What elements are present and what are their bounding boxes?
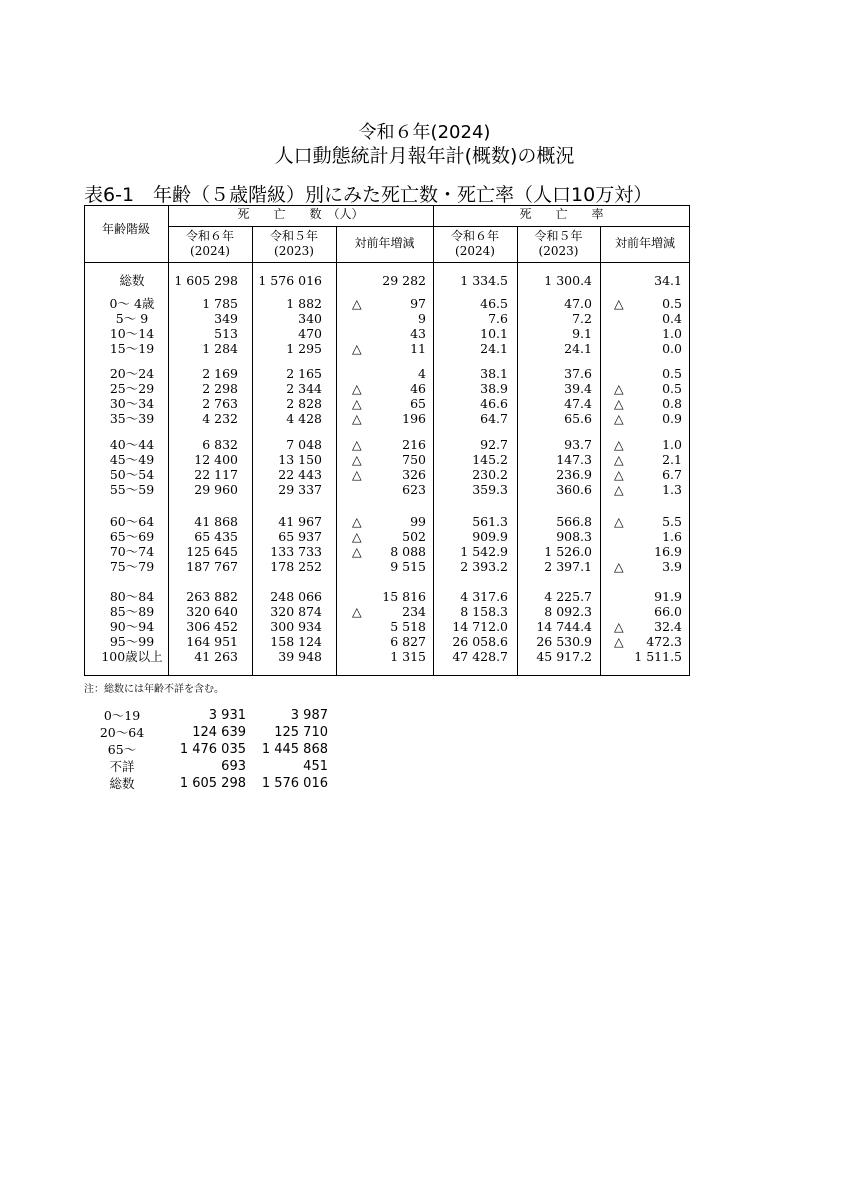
age-label: 40～44 — [109, 437, 155, 452]
summary-label: 総数 — [109, 776, 135, 791]
deaths-change-sign: △ — [352, 381, 362, 396]
age-label: 80～84 — [109, 589, 155, 604]
summary-2023: 125 710 — [274, 725, 328, 740]
header-age: 年齢階級 — [101, 222, 150, 236]
summary-2024: 124 639 — [192, 725, 246, 740]
summary-2024: 1 605 298 — [179, 776, 246, 791]
age-label: 95～99 — [109, 634, 155, 649]
age-label: 30～34 — [109, 396, 155, 411]
deaths-change-sign: △ — [352, 396, 362, 411]
table-row — [84, 296, 690, 311]
table-row — [84, 381, 690, 396]
rate-change-sign: △ — [614, 296, 624, 311]
table-row — [84, 619, 690, 634]
rate-2024: 38.1 — [480, 366, 508, 381]
age-label: 15～19 — [109, 341, 155, 356]
deaths-2024: 1 284 — [202, 341, 238, 356]
rate-2024: 24.1 — [480, 341, 508, 356]
header-rate-r6: 令和６年 (2024) — [450, 229, 499, 258]
age-label: 100歳以上 — [101, 649, 163, 664]
deaths-2024: 349 — [214, 311, 238, 326]
summary-2023: 1 445 868 — [261, 742, 328, 757]
report-year-title: 令和６年(2024) — [358, 122, 491, 143]
deaths-change: 43 — [410, 326, 426, 341]
rate-2023: 147.3 — [556, 452, 592, 467]
deaths-2024: 12 400 — [194, 452, 238, 467]
table-row — [84, 311, 690, 326]
deaths-2024: 164 951 — [186, 634, 238, 649]
rate-2024: 47 428.7 — [452, 649, 508, 664]
rate-change: 1.0 — [662, 437, 682, 452]
summary-2023: 1 576 016 — [261, 776, 328, 791]
deaths-change-sign: △ — [352, 467, 362, 482]
table-row — [84, 273, 690, 288]
deaths-2023: 2 344 — [286, 381, 322, 396]
rate-2023: 236.9 — [556, 467, 592, 482]
rate-change: 5.5 — [662, 514, 682, 529]
age-label: 25～29 — [109, 381, 155, 396]
rate-change-sign: △ — [614, 467, 624, 482]
rate-change-sign: △ — [614, 634, 624, 649]
rate-change: 0.8 — [662, 396, 682, 411]
summary-2024: 3 931 — [208, 708, 246, 723]
table-row — [84, 326, 690, 341]
deaths-2023: 158 124 — [270, 634, 322, 649]
deaths-change: 6 827 — [390, 634, 426, 649]
table-row — [84, 559, 690, 574]
rate-2023: 47.0 — [564, 296, 592, 311]
rate-2023: 7.2 — [572, 311, 592, 326]
rate-2023: 37.6 — [564, 366, 592, 381]
header-deaths-change: 対前年増減 — [354, 236, 415, 250]
deaths-2024: 187 767 — [186, 559, 238, 574]
deaths-2024: 4 232 — [202, 411, 238, 426]
rate-2024: 4 317.6 — [460, 589, 508, 604]
rate-2024: 92.7 — [480, 437, 508, 452]
rate-change: 0.5 — [662, 296, 682, 311]
header-rule — [168, 226, 690, 227]
rate-2023: 24.1 — [564, 341, 592, 356]
table-row — [84, 437, 690, 452]
header-rate-r5: 令和５年 (2023) — [534, 229, 583, 258]
header-rule — [84, 262, 690, 263]
header-rate-change: 対前年増減 — [614, 236, 675, 250]
deaths-change-sign: △ — [352, 529, 362, 544]
age-label: 90～94 — [109, 619, 155, 634]
deaths-change-sign: △ — [352, 514, 362, 529]
deaths-2024: 65 435 — [194, 529, 238, 544]
deaths-change-sign: △ — [352, 604, 362, 619]
deaths-change-sign: △ — [352, 296, 362, 311]
rate-2024: 7.6 — [488, 311, 508, 326]
deaths-2024: 320 640 — [186, 604, 238, 619]
age-label: 55～59 — [109, 482, 155, 497]
rate-change: 1.3 — [662, 482, 682, 497]
deaths-2023: 22 443 — [278, 467, 322, 482]
rate-change-sign: △ — [614, 482, 624, 497]
summary-2023: 3 987 — [290, 708, 328, 723]
deaths-change: 11 — [410, 341, 426, 356]
rate-change: 2.1 — [662, 452, 682, 467]
deaths-2023: 133 733 — [270, 544, 322, 559]
rate-change-sign: △ — [614, 381, 624, 396]
deaths-2023: 248 066 — [270, 589, 322, 604]
age-label: 総数 — [119, 273, 145, 288]
rate-change: 34.1 — [654, 273, 682, 288]
deaths-2024: 6 832 — [202, 437, 238, 452]
rate-change: 0.0 — [662, 341, 682, 356]
header-deaths-r6: 令和６年 (2024) — [185, 229, 234, 258]
summary-label: 20～64 — [99, 725, 145, 740]
table-row — [84, 589, 690, 604]
rate-2023: 26 530.9 — [536, 634, 592, 649]
table-row — [84, 604, 690, 619]
deaths-2023: 178 252 — [270, 559, 322, 574]
rate-2024: 909.9 — [472, 529, 508, 544]
deaths-2024: 1 605 298 — [174, 273, 238, 288]
deaths-change-sign: △ — [352, 411, 362, 426]
table-row — [84, 514, 690, 529]
rate-change-sign: △ — [614, 452, 624, 467]
table-row — [84, 649, 690, 664]
summary-row — [84, 725, 344, 741]
header-deaths-r5: 令和５年 (2023) — [269, 229, 318, 258]
rate-2024: 561.3 — [472, 514, 508, 529]
summary-label: 65～ — [107, 742, 137, 757]
age-label: 20～24 — [109, 366, 155, 381]
header-rate-group: 死 亡 率 — [519, 207, 604, 221]
rate-change: 6.7 — [662, 467, 682, 482]
summary-2024: 1 476 035 — [179, 742, 246, 757]
deaths-2023: 65 937 — [278, 529, 322, 544]
rate-change: 1 511.5 — [634, 649, 682, 664]
age-label: 5～ 9 — [115, 311, 149, 326]
deaths-2023: 2 828 — [286, 396, 322, 411]
table-note: 注：総数には年齢不詳を含む。 — [84, 684, 224, 695]
deaths-change: 46 — [410, 381, 426, 396]
rate-2024: 38.9 — [480, 381, 508, 396]
summary-2024: 693 — [221, 759, 246, 774]
deaths-2024: 263 882 — [186, 589, 238, 604]
deaths-2023: 7 048 — [286, 437, 322, 452]
rate-2024: 1 334.5 — [460, 273, 508, 288]
deaths-2024: 513 — [214, 326, 238, 341]
age-label: 85～89 — [109, 604, 155, 619]
rate-2023: 1 526.0 — [544, 544, 592, 559]
deaths-change: 9 515 — [390, 559, 426, 574]
rate-2024: 64.7 — [480, 411, 508, 426]
rate-2023: 47.4 — [564, 396, 592, 411]
deaths-change: 4 — [418, 366, 426, 381]
rate-2024: 8 158.3 — [460, 604, 508, 619]
rate-2023: 93.7 — [564, 437, 592, 452]
deaths-2023: 41 967 — [278, 514, 322, 529]
rate-change: 0.5 — [662, 381, 682, 396]
summary-row — [84, 742, 344, 758]
deaths-2024: 41 868 — [194, 514, 238, 529]
deaths-change: 15 816 — [382, 589, 426, 604]
rate-2023: 4 225.7 — [544, 589, 592, 604]
age-label: 45～49 — [109, 452, 155, 467]
deaths-change: 623 — [402, 482, 426, 497]
deaths-2024: 2 298 — [202, 381, 238, 396]
rate-2023: 45 917.2 — [536, 649, 592, 664]
deaths-change: 99 — [410, 514, 426, 529]
rate-2023: 1 300.4 — [544, 273, 592, 288]
deaths-2024: 29 960 — [194, 482, 238, 497]
deaths-change: 196 — [402, 411, 426, 426]
deaths-change-sign: △ — [352, 452, 362, 467]
deaths-change-sign: △ — [352, 341, 362, 356]
rate-2023: 39.4 — [564, 381, 592, 396]
header-deaths-group: 死 亡 数 （人） — [237, 207, 364, 221]
deaths-change: 502 — [402, 529, 426, 544]
rate-2023: 65.6 — [564, 411, 592, 426]
rate-2024: 26 058.6 — [452, 634, 508, 649]
deaths-2024: 125 645 — [186, 544, 238, 559]
rate-change-sign: △ — [614, 514, 624, 529]
deaths-change: 5 518 — [390, 619, 426, 634]
summary-row — [84, 708, 344, 724]
summary-row — [84, 776, 344, 792]
deaths-2023: 1 576 016 — [258, 273, 322, 288]
table-row — [84, 529, 690, 544]
age-label: 0～ 4歳 — [109, 296, 155, 311]
rate-2023: 14 744.4 — [536, 619, 592, 634]
rate-2023: 908.3 — [556, 529, 592, 544]
deaths-change-sign: △ — [352, 544, 362, 559]
rate-2024: 230.2 — [472, 467, 508, 482]
deaths-2023: 2 165 — [286, 366, 322, 381]
deaths-2023: 320 874 — [270, 604, 322, 619]
deaths-change: 9 — [418, 311, 426, 326]
deaths-change: 326 — [402, 467, 426, 482]
rate-change: 32.4 — [654, 619, 682, 634]
deaths-change: 8 088 — [390, 544, 426, 559]
deaths-2024: 22 117 — [194, 467, 238, 482]
rate-2023: 566.8 — [556, 514, 592, 529]
table-row — [84, 366, 690, 381]
deaths-2023: 1 882 — [286, 296, 322, 311]
table-row — [84, 341, 690, 356]
deaths-change-sign: △ — [352, 437, 362, 452]
deaths-2023: 39 948 — [278, 649, 322, 664]
deaths-2023: 300 934 — [270, 619, 322, 634]
rate-2024: 359.3 — [472, 482, 508, 497]
summary-row — [84, 759, 344, 775]
rate-2024: 46.6 — [480, 396, 508, 411]
rate-change-sign: △ — [614, 559, 624, 574]
age-label: 50～54 — [109, 467, 155, 482]
table-row — [84, 467, 690, 482]
rate-2023: 360.6 — [556, 482, 592, 497]
table-row — [84, 544, 690, 559]
age-label: 70～74 — [109, 544, 155, 559]
deaths-2023: 29 337 — [278, 482, 322, 497]
rate-change: 0.4 — [662, 311, 682, 326]
rate-change-sign: △ — [614, 437, 624, 452]
rate-change: 472.3 — [646, 634, 682, 649]
deaths-2023: 340 — [298, 311, 322, 326]
rate-2024: 10.1 — [480, 326, 508, 341]
deaths-2023: 1 295 — [286, 341, 322, 356]
table-row — [84, 452, 690, 467]
rate-change: 66.0 — [654, 604, 682, 619]
deaths-2024: 41 263 — [194, 649, 238, 664]
rate-2023: 8 092.3 — [544, 604, 592, 619]
deaths-change: 29 282 — [382, 273, 426, 288]
deaths-2024: 2 169 — [202, 366, 238, 381]
summary-label: 0～19 — [103, 708, 141, 723]
age-label: 10～14 — [109, 326, 155, 341]
table-row — [84, 634, 690, 649]
table-row — [84, 482, 690, 497]
deaths-change: 234 — [402, 604, 426, 619]
deaths-change: 97 — [410, 296, 426, 311]
rate-change: 3.9 — [662, 559, 682, 574]
age-label: 60～64 — [109, 514, 155, 529]
summary-2023: 451 — [303, 759, 328, 774]
table-row — [84, 411, 690, 426]
deaths-2023: 13 150 — [278, 452, 322, 467]
report-title: 人口動態統計月報年計(概数)の概況 — [274, 145, 575, 167]
deaths-2023: 470 — [298, 326, 322, 341]
rate-change: 0.5 — [662, 366, 682, 381]
rate-change-sign: △ — [614, 619, 624, 634]
deaths-2024: 306 452 — [186, 619, 238, 634]
deaths-2024: 2 763 — [202, 396, 238, 411]
summary-label: 不詳 — [109, 759, 135, 774]
rate-change: 1.6 — [662, 529, 682, 544]
deaths-2023: 4 428 — [286, 411, 322, 426]
rate-2023: 2 397.1 — [544, 559, 592, 574]
rate-2024: 46.5 — [480, 296, 508, 311]
deaths-change: 65 — [410, 396, 426, 411]
table-row — [84, 396, 690, 411]
deaths-change: 1 315 — [390, 649, 426, 664]
rate-change: 0.9 — [662, 411, 682, 426]
rate-change: 16.9 — [654, 544, 682, 559]
deaths-2024: 1 785 — [202, 296, 238, 311]
rate-2024: 2 393.2 — [460, 559, 508, 574]
rate-change: 91.9 — [654, 589, 682, 604]
rate-2024: 14 712.0 — [452, 619, 508, 634]
age-label: 65～69 — [109, 529, 155, 544]
rate-change-sign: △ — [614, 396, 624, 411]
rate-2023: 9.1 — [572, 326, 592, 341]
deaths-change: 216 — [402, 437, 426, 452]
table-title: 表6-1 年齢（５歳階級）別にみた死亡数・死亡率（人口10万対） — [84, 184, 653, 206]
rate-change: 1.0 — [662, 326, 682, 341]
deaths-change: 750 — [402, 452, 426, 467]
rate-2024: 145.2 — [472, 452, 508, 467]
rate-2024: 1 542.9 — [460, 544, 508, 559]
age-label: 35～39 — [109, 411, 155, 426]
age-label: 75～79 — [109, 559, 155, 574]
rate-change-sign: △ — [614, 411, 624, 426]
